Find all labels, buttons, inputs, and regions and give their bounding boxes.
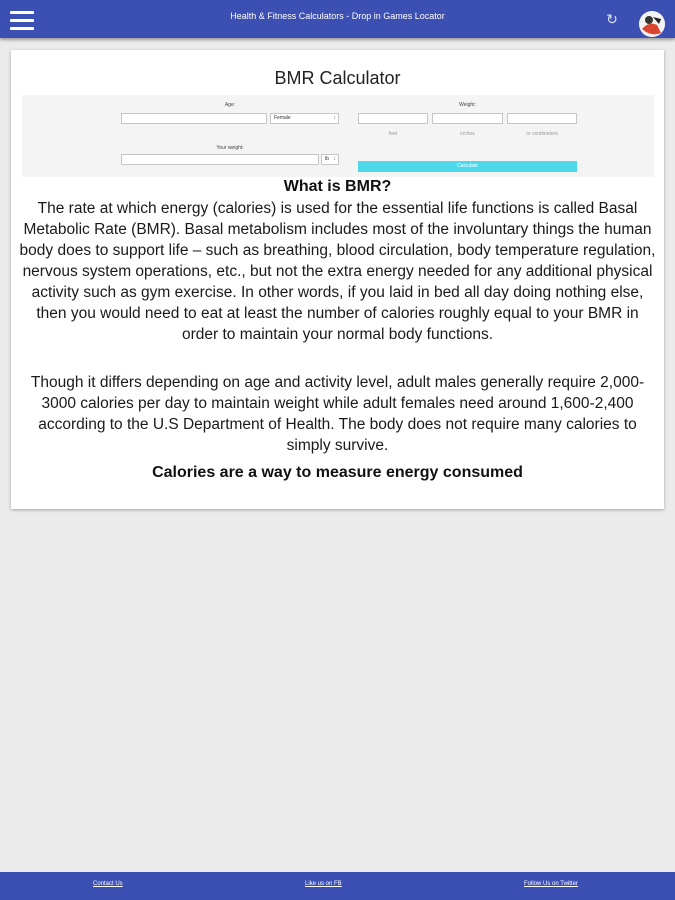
age-input[interactable] [121, 113, 267, 124]
twitter-link[interactable]: Follow Us on Twitter [524, 881, 578, 887]
age-label: Age: [224, 102, 236, 108]
weight-unit-value: lb [325, 156, 329, 162]
top-app-bar [0, 0, 675, 38]
calories-tagline: Calories are a way to measure energy consumed [152, 464, 523, 481]
calorie-needs-paragraph: Though it differs depending on age and activity level, adult males generally require 2,000-3000 calories per day to maintain weight while adult females need around 1,600-2,400 according to the U.S Department of Health. The body does not require many calories to simply survive. [30, 374, 645, 454]
feet-hint: feet [388, 131, 398, 137]
section-heading: What is BMR? [283, 178, 392, 195]
calculator-title: BMR Calculator [274, 68, 401, 88]
app-title: Health & Fitness Calculators - Drop in Games Locator [230, 11, 445, 21]
inches-hint: inches [460, 131, 475, 137]
footer-bar [0, 872, 675, 900]
refresh-icon[interactable]: ↻ [606, 11, 618, 27]
user-avatar-icon[interactable] [639, 11, 665, 37]
bmr-form [22, 95, 654, 177]
bmr-description-paragraph: The rate at which energy (calories) is used for the essential life functions is called Basal Metabolic Rate (BMR). Basal metabolism includes most of the involuntary things the human body does to support life – such as breathing, blood circulation, body temperature regulation, nervous system operations, etc., but not the extra energy needed for any additional physical activity such as gym exercise. In other words, if you laid in bed all day doing nothing else, then you would need to eat at least the number of calories roughly equal to your BMR in order to maintain your normal body functions. [19, 200, 656, 343]
bmr-card [11, 50, 664, 509]
inches-input[interactable] [432, 113, 503, 124]
your-weight-input[interactable] [121, 154, 319, 165]
select-arrows-icon: ↕ [333, 156, 336, 162]
weight-label: Weight: [459, 102, 476, 108]
hamburger-menu-icon[interactable] [10, 11, 34, 31]
select-arrows-icon: ↕ [333, 115, 336, 121]
centimeters-hint: or centimeters [526, 131, 558, 137]
contact-us-link[interactable]: Contact Us [93, 881, 123, 887]
facebook-link[interactable]: Like us on FB [305, 881, 342, 887]
gender-select[interactable] [270, 113, 339, 124]
weight-unit-select[interactable] [321, 154, 339, 165]
your-weight-label: Your weight: [216, 145, 244, 151]
feet-input[interactable] [358, 113, 428, 124]
gender-select-value: Female [274, 115, 291, 121]
calculate-button[interactable]: Calculate [358, 161, 577, 172]
centimeters-input[interactable] [507, 113, 577, 124]
